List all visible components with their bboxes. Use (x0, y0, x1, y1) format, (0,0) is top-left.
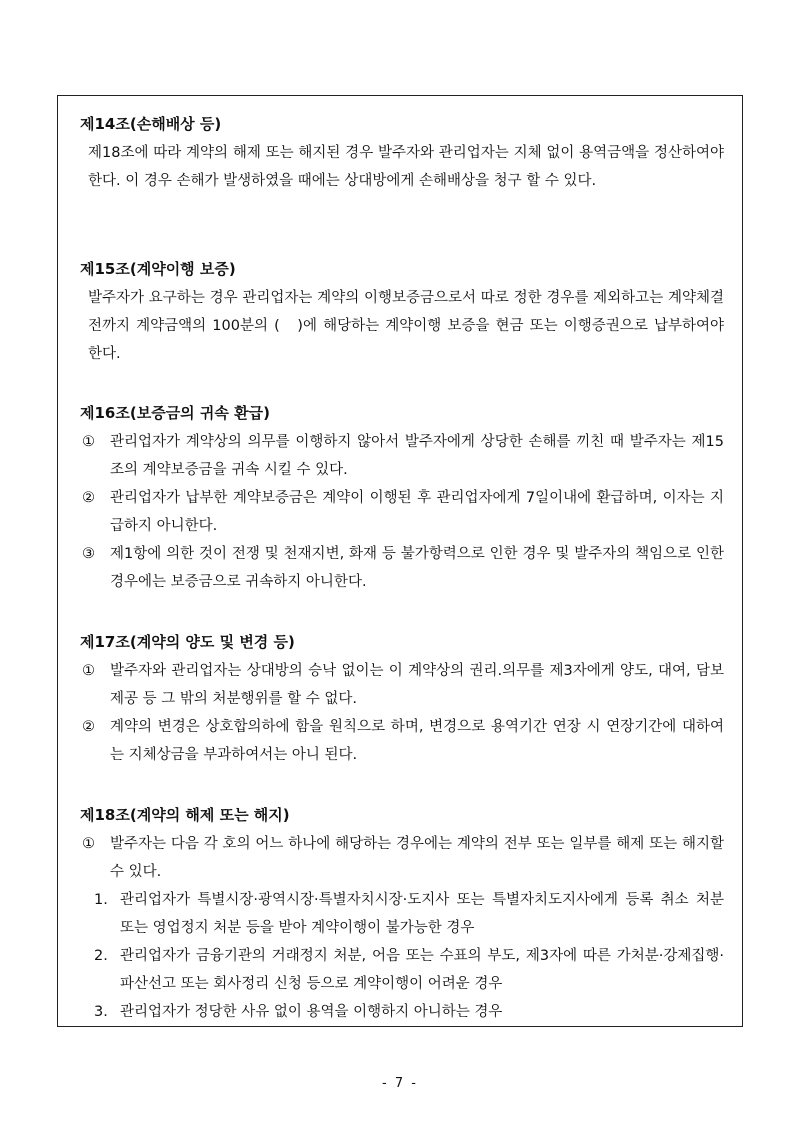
item-mark: ② (82, 719, 95, 735)
item-text: 관리업자가 계약상의 의무를 이행하지 않아서 발주자에게 상당한 손해를 끼친 때 발주자는 제15조의 계약보증금을 귀속 시킬 수 있다. (110, 434, 724, 478)
list-item (80, 657, 724, 713)
list-item (80, 713, 724, 769)
subitem-mark: 1. (94, 892, 108, 908)
article-16 (80, 403, 724, 596)
article-15-title: 제15조(계약이행 보증) (80, 260, 236, 278)
subitem-mark: 2. (94, 948, 108, 964)
subitem-text: 관리업자가 정당한 사유 없이 용역을 이행하지 아니하는 경우 (120, 1004, 503, 1020)
document-frame (57, 95, 743, 1027)
item-mark: ① (82, 663, 95, 679)
item-text: 제1항에 의한 것이 전쟁 및 천재지변, 화재 등 불가항력으로 인한 경우 및 발주자의 책임으로 인한 경우에는 보증금으로 귀속하지 아니한다. (110, 546, 724, 590)
list-item (80, 428, 724, 484)
item-mark: ① (82, 434, 95, 450)
page-number: - 7 - (382, 1076, 418, 1091)
article-14-title: 제14조(손해배상 등) (80, 115, 222, 133)
item-mark: ③ (82, 546, 95, 562)
item-mark: ② (82, 490, 95, 506)
subitem-text: 관리업자가 특별시장·광역시장·특별자치시장·도지사 또는 특별자치도지사에게 등록 취소 처분 또는 영업정지 처분 등을 받아 계약이행이 불가능한 경우 (120, 892, 724, 936)
item-text: 발주자와 관리업자는 상대방의 승낙 없이는 이 계약상의 권리.의무를 제3자에게 양도, 대여, 담보제공 등 그 밖의 처분행위를 할 수 없다. (110, 663, 724, 707)
item-text: 발주자는 다음 각 호의 어느 하나에 해당하는 경우에는 계약의 전부 또는 일부를 해제 또는 해지할 수 있다. (110, 836, 724, 880)
item-mark: ① (82, 836, 95, 852)
item-text: 관리업자가 납부한 계약보증금은 계약이 이행된 후 관리업자에게 7일이내에 환급하며, 이자는 지급하지 아니한다. (110, 490, 724, 534)
list-item (80, 830, 724, 886)
list-item (80, 484, 724, 540)
article-14 (80, 114, 724, 195)
article-17 (80, 632, 724, 769)
article-15 (80, 259, 724, 368)
article-17-title: 제17조(계약의 양도 및 변경 등) (80, 633, 295, 651)
sub-list-item (80, 886, 724, 942)
article-18 (80, 805, 724, 1026)
article-16-title: 제16조(보증금의 귀속 환급) (80, 404, 270, 422)
sub-list-item (80, 998, 724, 1026)
subitem-text: 관리업자가 금융기관의 거래정지 처분, 어음 또는 수표의 부도, 제3자에 따른 가처분·강제집행·파산선고 또는 회사정리 신청 등으로 계약이행이 어려운 경우 (120, 948, 724, 992)
article-18-title: 제18조(계약의 해제 또는 해지) (80, 806, 290, 824)
article-14-body: 제18조에 따라 계약의 해제 또는 해지된 경우 발주자와 관리업자는 지체 없이 용역금액을 정산하여야 한다. 이 경우 손해가 발생하였을 때에는 상대방에게 손해배상을 청구 할 수 있다. (88, 145, 724, 189)
article-15-body: 발주자가 요구하는 경우 관리업자는 계약의 이행보증금으로서 따로 정한 경우를 제외하고는 계약체결 전까지 계약금액의 100분의 ( )에 해당하는 계약이행 보증을 현금 또는 이행증권으로 납부하여야 한다. (88, 290, 724, 362)
item-text: 계약의 변경은 상호합의하에 함을 원칙으로 하며, 변경으로 용역기간 연장 시 연장기간에 대하여는 지체상금을 부과하여서는 아니 된다. (110, 719, 724, 763)
list-item (80, 540, 724, 596)
sub-list-item (80, 942, 724, 998)
subitem-mark: 3. (94, 1004, 108, 1020)
